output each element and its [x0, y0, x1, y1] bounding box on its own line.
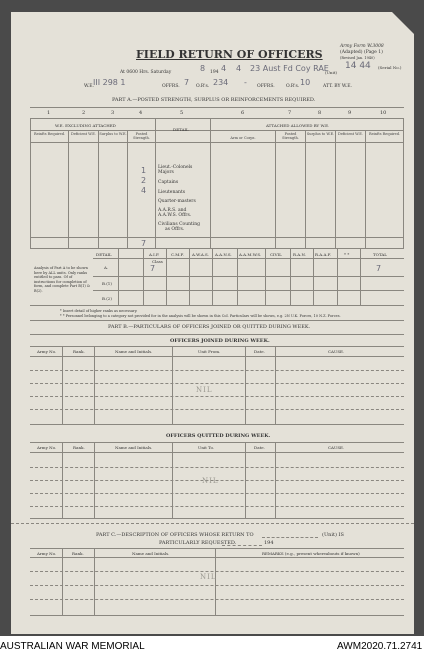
col-line	[94, 548, 95, 615]
cut-line	[11, 523, 414, 524]
col-line	[275, 130, 276, 248]
analysis-header: R.A.N.	[293, 252, 306, 257]
rank-label: Quarter-masters	[158, 199, 196, 204]
analysis-header: CIVIL	[270, 252, 282, 257]
col-number: 5	[180, 110, 184, 116]
row-rule	[30, 383, 404, 384]
analysis-header: A.A.N.S.	[215, 252, 232, 257]
rule	[30, 320, 404, 321]
col-line	[166, 248, 167, 305]
form-id-line1: Army Form W.3008	[340, 44, 384, 49]
col-line	[127, 130, 128, 248]
col-line	[98, 130, 99, 248]
col-line	[143, 248, 144, 305]
col-line	[215, 548, 216, 615]
ors-value: 234	[213, 78, 229, 87]
quitted-nil: NIL	[202, 477, 219, 485]
analysis-row: A.	[104, 265, 109, 270]
col-header: Deficient W.E.	[338, 132, 363, 136]
col-line	[62, 442, 63, 518]
rule	[30, 557, 404, 558]
analysis-row: B.(2)	[102, 296, 112, 301]
quitted-header: Rank.	[73, 445, 85, 450]
col-line	[94, 346, 95, 424]
col-header: Posted Strength.	[282, 132, 299, 140]
rule	[30, 548, 404, 549]
posted-captains: 2	[141, 176, 147, 185]
col-line	[337, 248, 338, 305]
offrs-label: OFFRS.	[162, 84, 180, 89]
joined-header: Army No.	[37, 349, 57, 354]
joined-header: Unit From.	[198, 349, 221, 354]
part-c-header: Name and Initials.	[132, 551, 170, 556]
rule	[30, 518, 404, 519]
col-line	[365, 130, 366, 248]
date-year: 4	[236, 64, 242, 73]
at-label: At 0600 Hrs. Saturday	[120, 70, 172, 75]
col-line	[245, 442, 246, 518]
joined-header: Date.	[254, 349, 265, 354]
row-rule	[30, 467, 404, 468]
col-line	[335, 130, 336, 248]
offrs-value: 7	[184, 78, 190, 87]
col-line	[212, 248, 213, 305]
col-header: Posted Strength.	[133, 132, 150, 140]
footnote: * Insert detail of higher ranks as necessary.	[60, 309, 138, 313]
analysis-total: 7	[376, 264, 382, 273]
col-line	[94, 442, 95, 518]
row-rule	[30, 493, 404, 494]
analysis-header: A.I.F.	[149, 252, 160, 257]
analysis-row: B.(1)	[102, 281, 112, 286]
rule	[30, 237, 404, 238]
serial-number: 14 44	[345, 61, 371, 71]
posted-total: 7	[141, 239, 147, 248]
col-number: 3	[111, 110, 115, 116]
col-line	[403, 118, 404, 248]
col-header: Reinfts Required.	[368, 132, 401, 136]
col-line	[265, 248, 266, 305]
quitted-header: CAUSE.	[328, 445, 345, 450]
col-line	[275, 442, 276, 518]
part-c-header: REMARKS (e.g., present whereabouts if known)	[262, 551, 360, 556]
rule	[30, 142, 404, 143]
ors2-value: 10	[300, 78, 311, 87]
col-line	[62, 548, 63, 615]
col-line	[62, 346, 63, 424]
quitted-header: Name and Initials.	[115, 445, 153, 450]
rule	[30, 130, 404, 131]
serial-label: (Serial No.)	[378, 65, 402, 70]
att-label: ATT. BY W.E.	[323, 84, 352, 89]
rank-label: as Offrs.	[165, 227, 185, 232]
ors2-label: O.R's.	[286, 84, 300, 89]
col-line	[172, 442, 173, 518]
col-line	[290, 248, 291, 305]
col-number: 8	[318, 110, 322, 116]
form-id-line2: (Adapted) (Page 1)	[340, 50, 383, 55]
col-header: Surplus to W.E.	[99, 132, 127, 136]
col-line	[189, 248, 190, 305]
rule	[30, 334, 404, 335]
rule	[93, 290, 404, 291]
analysis-header: C.M.F.	[171, 252, 184, 257]
col-header: Surplus to W.E.	[306, 132, 335, 136]
row-rule	[30, 370, 404, 371]
ors-label: O.R's.	[196, 84, 210, 89]
we-label: W.E.	[84, 84, 94, 89]
row-rule	[30, 409, 404, 410]
date-day: 8	[200, 64, 206, 73]
form-title: FIELD RETURN OF OFFICERS	[136, 48, 323, 61]
analysis-note: Analysis of Part A to be shown here by ALL units. Only ranks entitled to pass. Of of instructions for completion of form, and complete Part B(1) & B(2).	[34, 266, 90, 293]
row-rule	[30, 599, 404, 600]
col-number: 9	[348, 110, 352, 116]
torn-corner	[392, 12, 414, 34]
col-line	[360, 248, 361, 305]
rank-label: Captains	[158, 180, 179, 185]
quitted-title: OFFICERS QUITTED DURING WEEK.	[166, 433, 271, 439]
part-c-nil: NIL	[200, 573, 217, 581]
analysis-aif-note: Class	[152, 259, 163, 264]
rule	[30, 107, 404, 108]
date-month: 4	[221, 64, 227, 73]
unit-label: (Unit)	[325, 70, 337, 75]
col-line	[155, 118, 156, 248]
footnote: * * Personnel belonging to a category not provided for in the analysis will be shown in this Col. Particulars will be shown, e.g. 2N U.K. Forces, 10 N.Z. Forces.	[60, 314, 341, 318]
rank-label: Majors	[158, 170, 174, 175]
col-line	[118, 248, 119, 305]
rule	[30, 346, 404, 347]
col-line	[245, 346, 246, 424]
col-line	[237, 248, 238, 305]
rule	[30, 356, 404, 357]
posted-majors: 1	[141, 166, 147, 175]
col-line	[313, 248, 314, 305]
col-line	[68, 130, 69, 248]
detail-label: DETAIL	[173, 127, 189, 132]
rule	[30, 305, 404, 306]
col-line	[275, 346, 276, 424]
part-b-title: PART B.—PARTICULARS OF OFFICERS JOINED OR QUITTED DURING WEEK.	[108, 324, 311, 330]
col-header: Deficient W.E.	[71, 132, 96, 136]
col-number: 7	[288, 110, 292, 116]
offrs2-value: -	[244, 78, 247, 87]
part-a-title: PART A.—POSTED STRENGTH, SURPLUS OR REINFORCEMENTS REQUIRED.	[112, 97, 316, 103]
rank-label: Civilians Counting	[158, 222, 201, 227]
analysis-aif: 7	[150, 264, 156, 273]
analysis-header: * *	[344, 252, 350, 257]
joined-title: OFFICERS JOINED DURING WEEK.	[170, 338, 270, 344]
part-c-line2: PARTICULARLY REQUESTED.	[159, 540, 237, 546]
col-line	[305, 130, 306, 248]
we-value: III 298 1	[93, 78, 126, 87]
fill-line	[222, 545, 262, 546]
form-id-line3: (Revised Jan. 1940)	[340, 56, 375, 60]
rank-label: A.A.R.S. and	[158, 208, 187, 213]
rule	[30, 452, 404, 453]
unit-name: 23 Aust Fd Coy RAE	[250, 64, 329, 73]
date-year-prefix: 194	[210, 70, 219, 75]
quitted-header: Unit To.	[198, 445, 215, 450]
rule	[30, 424, 404, 425]
col-number: 2	[82, 110, 86, 116]
col-header: Reinfts Required.	[33, 132, 66, 136]
row-rule	[30, 571, 404, 572]
posted-lieutenants: 4	[141, 186, 147, 195]
we-excluding-attached: W.E. EXCLUDING ATTACHED	[55, 123, 116, 128]
attached-allowed: ATTACHED ALLOWED BY W.E.	[266, 123, 330, 128]
analysis-header: DETAIL	[96, 252, 112, 257]
rule	[93, 258, 404, 259]
col-line	[172, 346, 173, 424]
col-number: 4	[139, 110, 143, 116]
rule	[30, 248, 404, 249]
col-number: 10	[380, 110, 387, 116]
joined-header: Rank.	[73, 349, 85, 354]
joined-nil: NIL	[196, 386, 213, 394]
col-line	[30, 118, 31, 248]
footer-accession: AWM2020.71.2741	[337, 641, 423, 652]
joined-header: CAUSE.	[328, 349, 345, 354]
analysis-header: R.A.A.F.	[315, 252, 332, 257]
part-c-header: Army No.	[37, 551, 57, 556]
analysis-header: A.A.M.W.S.	[239, 252, 262, 257]
rule	[30, 442, 404, 443]
col-header: Arm or Corps.	[230, 136, 256, 140]
row-rule	[30, 396, 404, 397]
part-c-header: Rank.	[72, 551, 84, 556]
part-c-year: 194	[264, 540, 274, 546]
analysis-header: TOTAL	[373, 252, 387, 257]
quitted-header: Date.	[254, 445, 265, 450]
joined-header: Name and Initials.	[115, 349, 153, 354]
row-rule	[30, 585, 404, 586]
footer-credit: AUSTRALIAN WAR MEMORIAL	[0, 641, 145, 652]
rule	[30, 615, 404, 616]
rank-label: A.A.W.S. Offrs.	[158, 213, 192, 218]
fill-line	[262, 537, 318, 538]
part-c-title: PART C.—DESCRIPTION OF OFFICERS WHOSE RETURN TO	[96, 532, 254, 538]
analysis-header: A.W.A.S.	[192, 252, 209, 257]
rank-label: Lieutenants	[158, 190, 186, 195]
rank-label: Lieut.-Colonels	[158, 165, 193, 170]
offrs2-label: OFFRS.	[257, 84, 275, 89]
col-number: 1	[47, 110, 51, 116]
rule	[93, 276, 404, 277]
row-rule	[30, 506, 404, 507]
quitted-header: Army No.	[37, 445, 57, 450]
col-number: 6	[241, 110, 245, 116]
rule	[30, 118, 404, 119]
part-c-unit: (Unit) IS	[322, 532, 344, 538]
